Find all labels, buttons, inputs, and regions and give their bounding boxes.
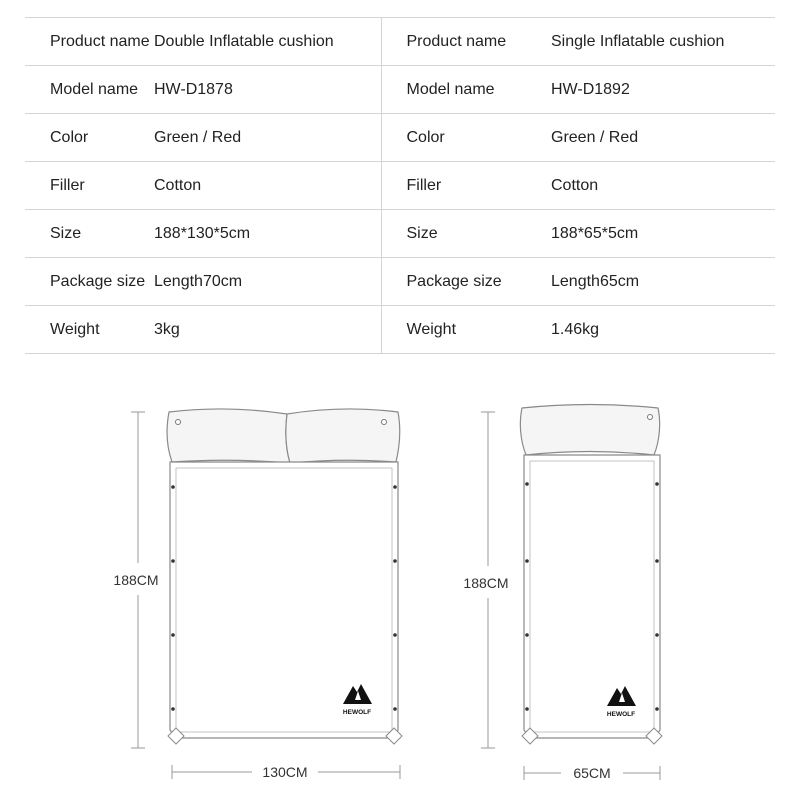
spec-value-right: Green / Red [551,114,775,162]
spec-label-right: Weight [381,306,551,354]
spec-label-right: Color [381,114,551,162]
spec-value-right: 1.46kg [551,306,775,354]
single-mat-outline [524,455,660,738]
spec-label-right: Model name [381,66,551,114]
spec-label-right: Product name [381,18,551,66]
spec-label-right: Package size [381,258,551,306]
spec-label-left: Filler [25,162,154,210]
double-height-label: 188CM [113,572,159,588]
spec-label-left: Model name [25,66,154,114]
double-pillows [167,409,400,463]
single-mat-diagram [463,405,662,782]
spec-label-left: Product name [25,18,154,66]
spec-value-left: Green / Red [154,114,381,162]
spec-value-left: Double Inflatable cushion [154,18,381,66]
hewolf-logo-text-double: HEWOLF [342,709,372,716]
spec-value-left: 188*130*5cm [154,210,381,258]
spec-value-left: 3kg [154,306,381,354]
spec-value-right: 188*65*5cm [551,210,775,258]
double-width-label: 130CM [262,764,308,780]
spec-label-left: Size [25,210,154,258]
single-pillow [520,405,659,456]
spec-value-left: HW-D1878 [154,66,381,114]
spec-label-right: Filler [381,162,551,210]
spec-value-right: Length65cm [551,258,775,306]
spec-label-left: Color [25,114,154,162]
spec-value-left: Cotton [154,162,381,210]
spec-value-right: HW-D1892 [551,66,775,114]
single-width-label: 65CM [573,765,611,781]
spec-label-right: Size [381,210,551,258]
double-mat-diagram [113,409,402,780]
spec-label-left: Weight [25,306,154,354]
spec-value-left: Length70cm [154,258,381,306]
spec-value-right: Single Inflatable cushion [551,18,775,66]
spec-value-right: Cotton [551,162,775,210]
hewolf-logo-text-single: HEWOLF [606,711,636,718]
spec-label-left: Package size [25,258,154,306]
single-height-label: 188CM [463,575,509,591]
